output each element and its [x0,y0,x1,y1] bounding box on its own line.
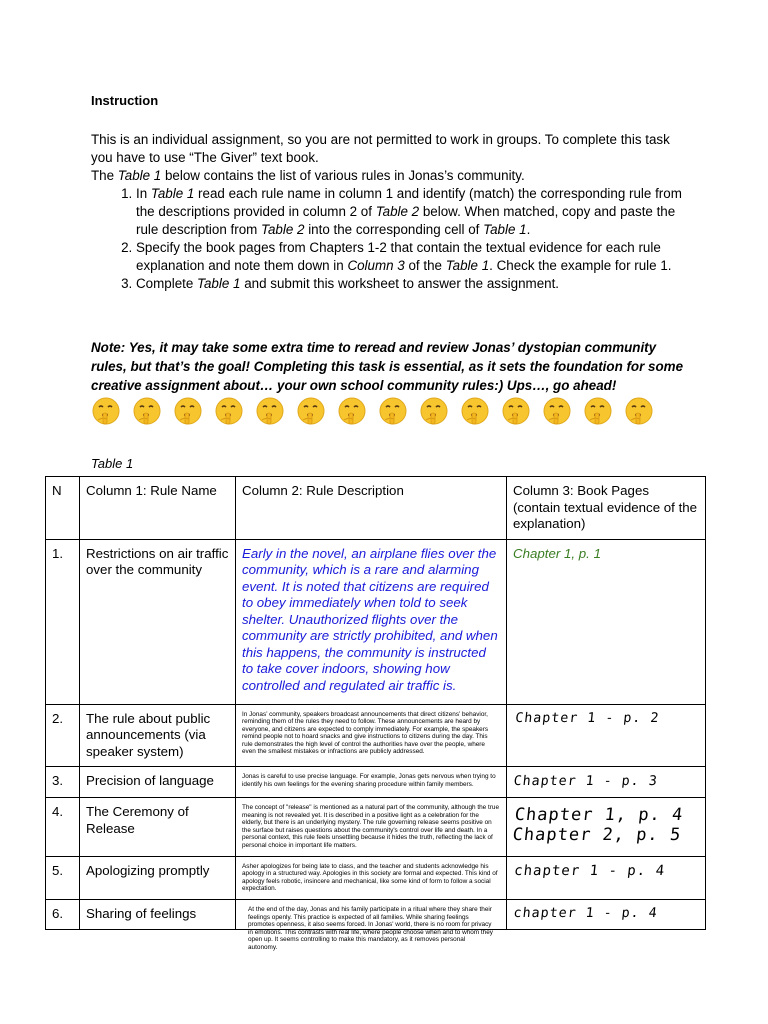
rule-name: The Ceremony of Release [80,798,236,857]
instructions-body [91,131,691,293]
rule-description: Early in the novel, an airplane flies over the community, which is a rare and alarming event. It is noted that citizens are required to obey immediately when told to seek shelter. Unauthorized flights over the community are strictly prohibited, and when this happens, the community is instructed to take cover indoors, showing how controlled and regulated air traffic is. [236,539,507,704]
table-row [46,856,706,899]
steps-list [91,185,691,293]
book-pages: chapter 1 - p. 4 [505,899,707,929]
shushing-face-emoji [460,396,490,426]
table-row [46,767,706,798]
table-row [46,704,706,767]
intro-paragraph: This is an individual assignment, so you are not permitted to work in groups. To complete this task you have to use “The Giver” text book. [91,132,670,165]
rule-description: Asher apologizes for being late to class, and the teacher and students acknowledge his apology in a structured way. Apologies in this society are formal and expected. This kind of apology feels robotic, insincere and mechanical, like some kind of form to follow a social expectation. [236,856,507,899]
shushing-face-emoji [296,396,326,426]
table-intro-line: The Table 1 below contains the list of various rules in Jonas’s community. [91,168,525,183]
header-cell: Column 2: Rule Description [236,477,507,540]
rules-table [45,476,706,930]
table-row [46,539,706,704]
rule-name: Precision of language [80,767,236,798]
emoji-row [91,396,691,436]
shushing-face-emoji [173,396,203,426]
table-row [46,798,706,857]
rule-description: In Jonas’ community, speakers broadcast announcements that direct citizens’ behavior, reminding them of the rules they need to follow. These announcements are heard by everyone, and citizens are expected to comply immediately. For example, the speakers remind people not to hoard snacks and give instructions to citizens during the day. This rule demonstrates the high level of control the authorities have over the people, where even the smallest mistakes or infractions are publicly addressed. [236,704,507,767]
book-pages: Chapter 1, p. 4 Chapter 2, p. 5 [503,798,708,857]
shushing-face-emoji [91,396,121,426]
overflow-description-text: At the end of the day, Jonas and his family participate in a ritual where they share their feelings openly. This practice is expected of all families. While sharing feelings promotes openness, it also seems forced. In Jonas' world, there is no room for privacy in emotions. This contrasts with real life, where people choose when and to whom they open up. It seems controlling to make this mandatory, as it removes personal autonomy. [248,906,493,951]
shushing-face-emoji [624,396,654,426]
row-number: 1. [46,539,80,704]
row-number: 2. [46,704,80,767]
row-number: 5. [46,856,80,899]
book-pages: Chapter 1 - p. 3 [505,767,707,798]
rule-description: The concept of "release" is mentioned as a natural part of the community, although the true meaning is not revealed yet. It is described in a positive light as a celebration for the elderly, but there is an underlying mystery. The rule governing release seems positive on the surface but raises questions about the community's control over life and death. In a personal context, this rule feels unsettling because it hides the truth, reflecting the lack of personal choice in important life matters. [236,798,507,857]
book-pages: chapter 1 - p. 4 [504,856,708,899]
shushing-face-emoji [132,396,162,426]
shushing-face-emoji [255,396,285,426]
table-header-row [46,477,706,540]
book-pages: Chapter 1, p. 1 [507,539,706,704]
instruction-heading: Instruction [91,93,159,108]
row-number: 4. [46,798,80,857]
header-cell: Column 1: Rule Name [80,477,236,540]
rule-name: Sharing of feelings [80,899,236,929]
rule-name: Apologizing promptly [80,856,236,899]
header-cell: N [46,477,80,540]
header-cell: Column 3: Book Pages (contain textual evidence of the explanation) [507,477,706,540]
shushing-face-emoji [214,396,244,426]
shushing-face-emoji [378,396,408,426]
book-pages: Chapter 1 - p. 2 [503,704,709,767]
shushing-face-emoji [501,396,531,426]
step-item: 3. Complete Table 1 and submit this worksheet to answer the assignment. [136,275,691,293]
rule-description: Jonas is careful to use precise language. For example, Jonas gets nervous when trying to identify his own feelings for the evening sharing procedure within family members. [236,767,507,798]
table-caption: Table 1 [91,456,134,471]
shushing-face-emoji [583,396,613,426]
row-number: 6. [46,899,80,929]
shushing-face-emoji [542,396,572,426]
step-item: 2. Specify the book pages from Chapters 1-2 that contain the textual evidence for each rule explanation and note them down in Column 3 of the Table 1. Check the example for rule 1. [136,239,691,275]
rule-name: Restrictions on air traffic over the community [80,539,236,704]
shushing-face-emoji [337,396,367,426]
row-number: 3. [46,767,80,798]
rule-name: The rule about public announcements (via speaker system) [80,704,236,767]
shushing-face-emoji [419,396,449,426]
step-item: 1. In Table 1 read each rule name in column 1 and identify (match) the corresponding rule from the descriptions provided in column 2 of Table 2 below. When matched, copy and paste the rule description from Table 2 into the corresponding cell of Table 1. [136,185,691,239]
note-paragraph: Note: Yes, it may take some extra time to reread and review Jonas’ dystopian community rules, but that’s the goal! Completing this task is essential, as it sets the foundation for some creative assignment about… your own school community rules:) Ups…, go ahead! [91,340,684,393]
